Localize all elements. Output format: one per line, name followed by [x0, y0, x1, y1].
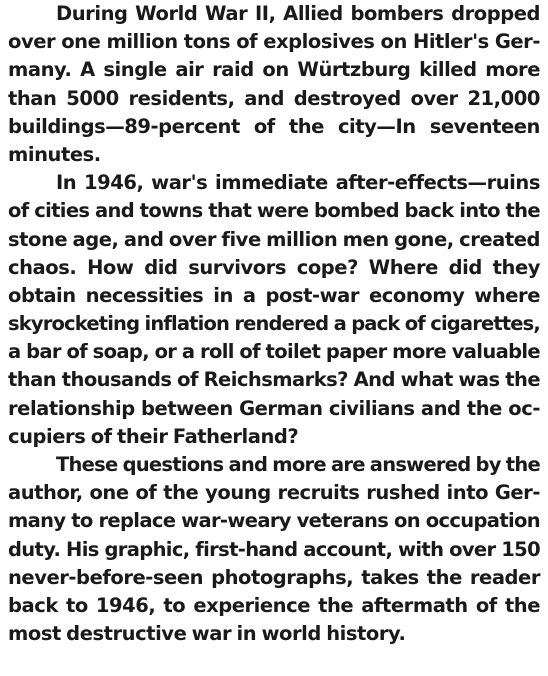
book-blurb	[8, 0, 540, 648]
text-line: than 5000 residents, and destroyed over 21,000	[8, 86, 540, 110]
text-line: author, one of the young recruits rushed into Ger-	[8, 481, 540, 505]
text-line: than thousands of Reichsmarks? And what was the	[8, 368, 540, 392]
text-line: duty. His graphic, first-hand account, with over 150	[8, 537, 540, 561]
text-line: chaos. How did survivors cope? Where did they	[8, 255, 540, 279]
text-line: During World War II, Allied bombers dropped	[56, 2, 540, 25]
paragraph-2	[8, 169, 540, 451]
text-line: stone age, and over five million men gone, created	[8, 227, 540, 251]
paragraph-3	[8, 451, 540, 648]
text-line: relationship between German civilians and the oc-	[8, 396, 540, 420]
text-line: many to replace war-weary veterans on occupation	[8, 509, 540, 533]
text-line: In 1946, war's immediate after-effects—ruins	[56, 171, 540, 195]
text-line: many. A single air raid on Würtzburg killed more	[8, 58, 540, 82]
text-line: of cities and towns that were bombed back into the	[8, 199, 540, 223]
text-line: These questions and more are answered by the	[56, 453, 540, 476]
text-line: a bar of soap, or a roll of toilet paper more valuable	[8, 340, 540, 364]
text-line: most destructive war in world history.	[8, 622, 406, 646]
text-line: obtain necessities in a post-war economy where	[8, 283, 540, 307]
text-line: never-before-seen photographs, takes the reader	[8, 565, 540, 589]
paragraph-1	[8, 0, 540, 169]
text-line: buildings—89-percent of the city—In seventeen	[8, 114, 540, 138]
text-line: back to 1946, to experience the aftermath of the	[8, 593, 540, 617]
text-line: over one million tons of explosives on Hitler's Ger-	[8, 30, 540, 54]
text-line: cupiers of their Fatherland?	[8, 424, 299, 448]
text-line: skyrocketing inflation rendered a pack of cigarettes,	[8, 312, 540, 336]
text-line: minutes.	[8, 142, 101, 166]
